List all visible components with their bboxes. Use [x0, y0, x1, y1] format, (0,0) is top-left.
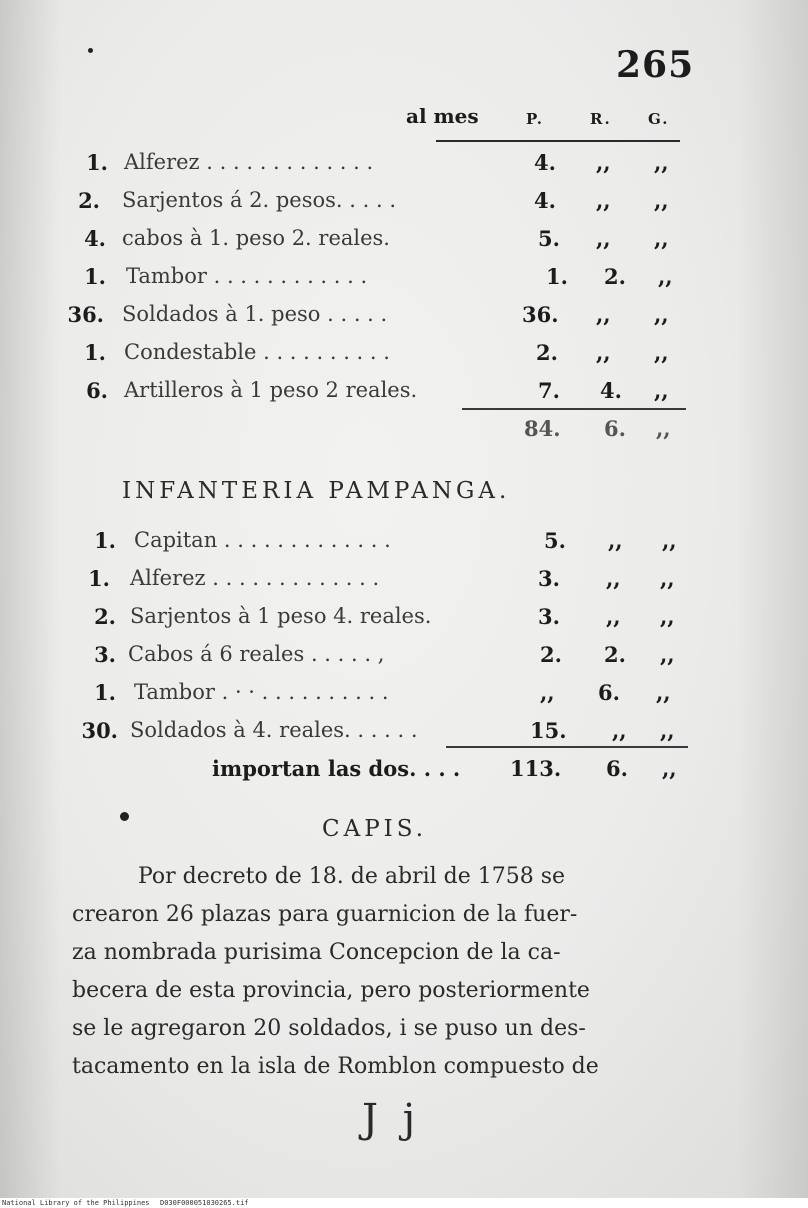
row-pesos: 7. [538, 378, 560, 403]
row-pesos: 4. [534, 150, 556, 175]
row-count: 2. [94, 604, 116, 629]
row-label: Artilleros à 1 peso 2 reales. [124, 378, 418, 402]
table-row [0, 604, 808, 638]
paragraph-line: Por decreto de 18. de abril de 1758 se [138, 864, 566, 889]
row-count: 1. [84, 264, 106, 289]
row-count: 1. [84, 340, 106, 365]
scan-footer [0, 1198, 808, 1208]
paragraph-line: za nombrada purisima Concepcion de la ca- [72, 940, 561, 965]
row-reales: ,, [596, 302, 611, 327]
row-granos: ,, [654, 188, 669, 213]
table-row [0, 188, 808, 222]
row-granos: ,, [660, 642, 675, 667]
table-row [0, 302, 808, 336]
row-reales: ,, [596, 188, 611, 213]
footer-filename: D030F000051030265.tif [160, 1199, 249, 1207]
row-granos: ,, [658, 264, 673, 289]
total-label: importan las dos. . . . [212, 756, 461, 781]
row-pesos: 3. [538, 566, 560, 591]
total-pesos: 113. [510, 756, 562, 781]
row-label: Tambor . . . . . . . . . . . . [126, 264, 368, 288]
row-reales: 2. [604, 642, 626, 667]
paragraph-line: becera de esta provincia, pero posteriormente [72, 978, 590, 1003]
table-row [0, 150, 808, 184]
total-granos: ,, [656, 416, 671, 441]
row-reales: ,, [606, 566, 621, 591]
row-pesos: 2. [540, 642, 562, 667]
row-count: 4. [84, 226, 106, 251]
row-granos: ,, [654, 150, 669, 175]
row-count: 3. [94, 642, 116, 667]
total-row [0, 416, 808, 450]
signature-mark: J j [362, 1096, 422, 1142]
row-label: Capitan . . . . . . . . . . . . . [134, 528, 391, 552]
row-label: Sarjentos á 2. pesos. . . . . [122, 188, 396, 212]
ink-dot [88, 48, 93, 53]
table-row [0, 566, 808, 600]
row-pesos: 36. [522, 302, 559, 327]
row-count: 1. [88, 566, 110, 591]
row-pesos: 15. [530, 718, 567, 743]
row-reales: ,, [596, 340, 611, 365]
paragraph-line: se le agregaron 20 soldados, i se puso un des- [72, 1016, 586, 1041]
row-reales: ,, [612, 718, 627, 743]
row-granos: ,, [660, 604, 675, 629]
section-title-capis: CAPIS. [322, 816, 428, 842]
row-label: Tambor . · · . . . . . . . . . . [134, 680, 389, 704]
row-reales: ,, [606, 604, 621, 629]
total-rule [462, 408, 686, 410]
row-count: 1. [86, 150, 108, 175]
header-rule [436, 140, 680, 142]
row-label: Soldados à 4. reales. . . . . . [130, 718, 418, 742]
row-count: 1. [94, 680, 116, 705]
row-count: 6. [86, 378, 108, 403]
row-pesos: ,, [540, 680, 555, 705]
row-pesos: 3. [538, 604, 560, 629]
row-count: 2. [78, 188, 100, 213]
header-col-r: R. [590, 110, 612, 128]
row-pesos: 5. [544, 528, 566, 553]
header-al-mes: al mes [406, 104, 479, 128]
row-granos: ,, [654, 302, 669, 327]
row-count: 1. [94, 528, 116, 553]
row-pesos: 5. [538, 226, 560, 251]
row-granos: ,, [656, 680, 671, 705]
total-pesos: 84. [524, 416, 561, 441]
table-row [0, 264, 808, 298]
row-reales: ,, [596, 150, 611, 175]
row-granos: ,, [660, 718, 675, 743]
row-granos: ,, [654, 340, 669, 365]
total-granos: ,, [662, 756, 677, 781]
paragraph-line: crearon 26 plazas para guarnicion de la fuer- [72, 902, 578, 927]
header-col-g: G. [648, 110, 670, 128]
row-label: Alferez . . . . . . . . . . . . . [130, 566, 380, 590]
row-pesos: 4. [534, 188, 556, 213]
row-label: cabos à 1. peso 2. reales. [122, 226, 390, 250]
total-rule [446, 746, 688, 748]
row-granos: ,, [660, 566, 675, 591]
row-reales: 4. [600, 378, 622, 403]
total-reales: 6. [604, 416, 626, 441]
row-label: Sarjentos à 1 peso 4. reales. [130, 604, 432, 628]
page-number: 265 [616, 44, 695, 86]
table-row [0, 340, 808, 374]
row-reales: 6. [598, 680, 620, 705]
table-row [0, 680, 808, 714]
row-label: Cabos á 6 reales . . . . . , [128, 642, 385, 666]
section-title-infanteria: INFANTERIA PAMPANGA. [122, 478, 511, 504]
row-count: 36. [67, 302, 104, 327]
header-col-p: P. [526, 110, 545, 128]
total-reales: 6. [606, 756, 628, 781]
total-row [0, 756, 808, 790]
row-pesos: 1. [546, 264, 568, 289]
paragraph-line: tacamento en la isla de Romblon compuesto de [72, 1054, 599, 1079]
row-reales: ,, [596, 226, 611, 251]
row-granos: ,, [654, 378, 669, 403]
row-label: Soldados à 1. peso . . . . . [122, 302, 388, 326]
row-pesos: 2. [536, 340, 558, 365]
table-row [0, 378, 808, 412]
footer-library: National Library of the Philippines [2, 1199, 150, 1207]
row-label: Alferez . . . . . . . . . . . . . [124, 150, 374, 174]
row-count: 30. [81, 718, 118, 743]
row-reales: 2. [604, 264, 626, 289]
row-reales: ,, [608, 528, 623, 553]
row-label: Condestable . . . . . . . . . . [124, 340, 390, 364]
ink-dot [120, 812, 129, 821]
row-granos: ,, [654, 226, 669, 251]
table-row [0, 642, 808, 676]
row-granos: ,, [662, 528, 677, 553]
table-row [0, 226, 808, 260]
table-row [0, 528, 808, 562]
